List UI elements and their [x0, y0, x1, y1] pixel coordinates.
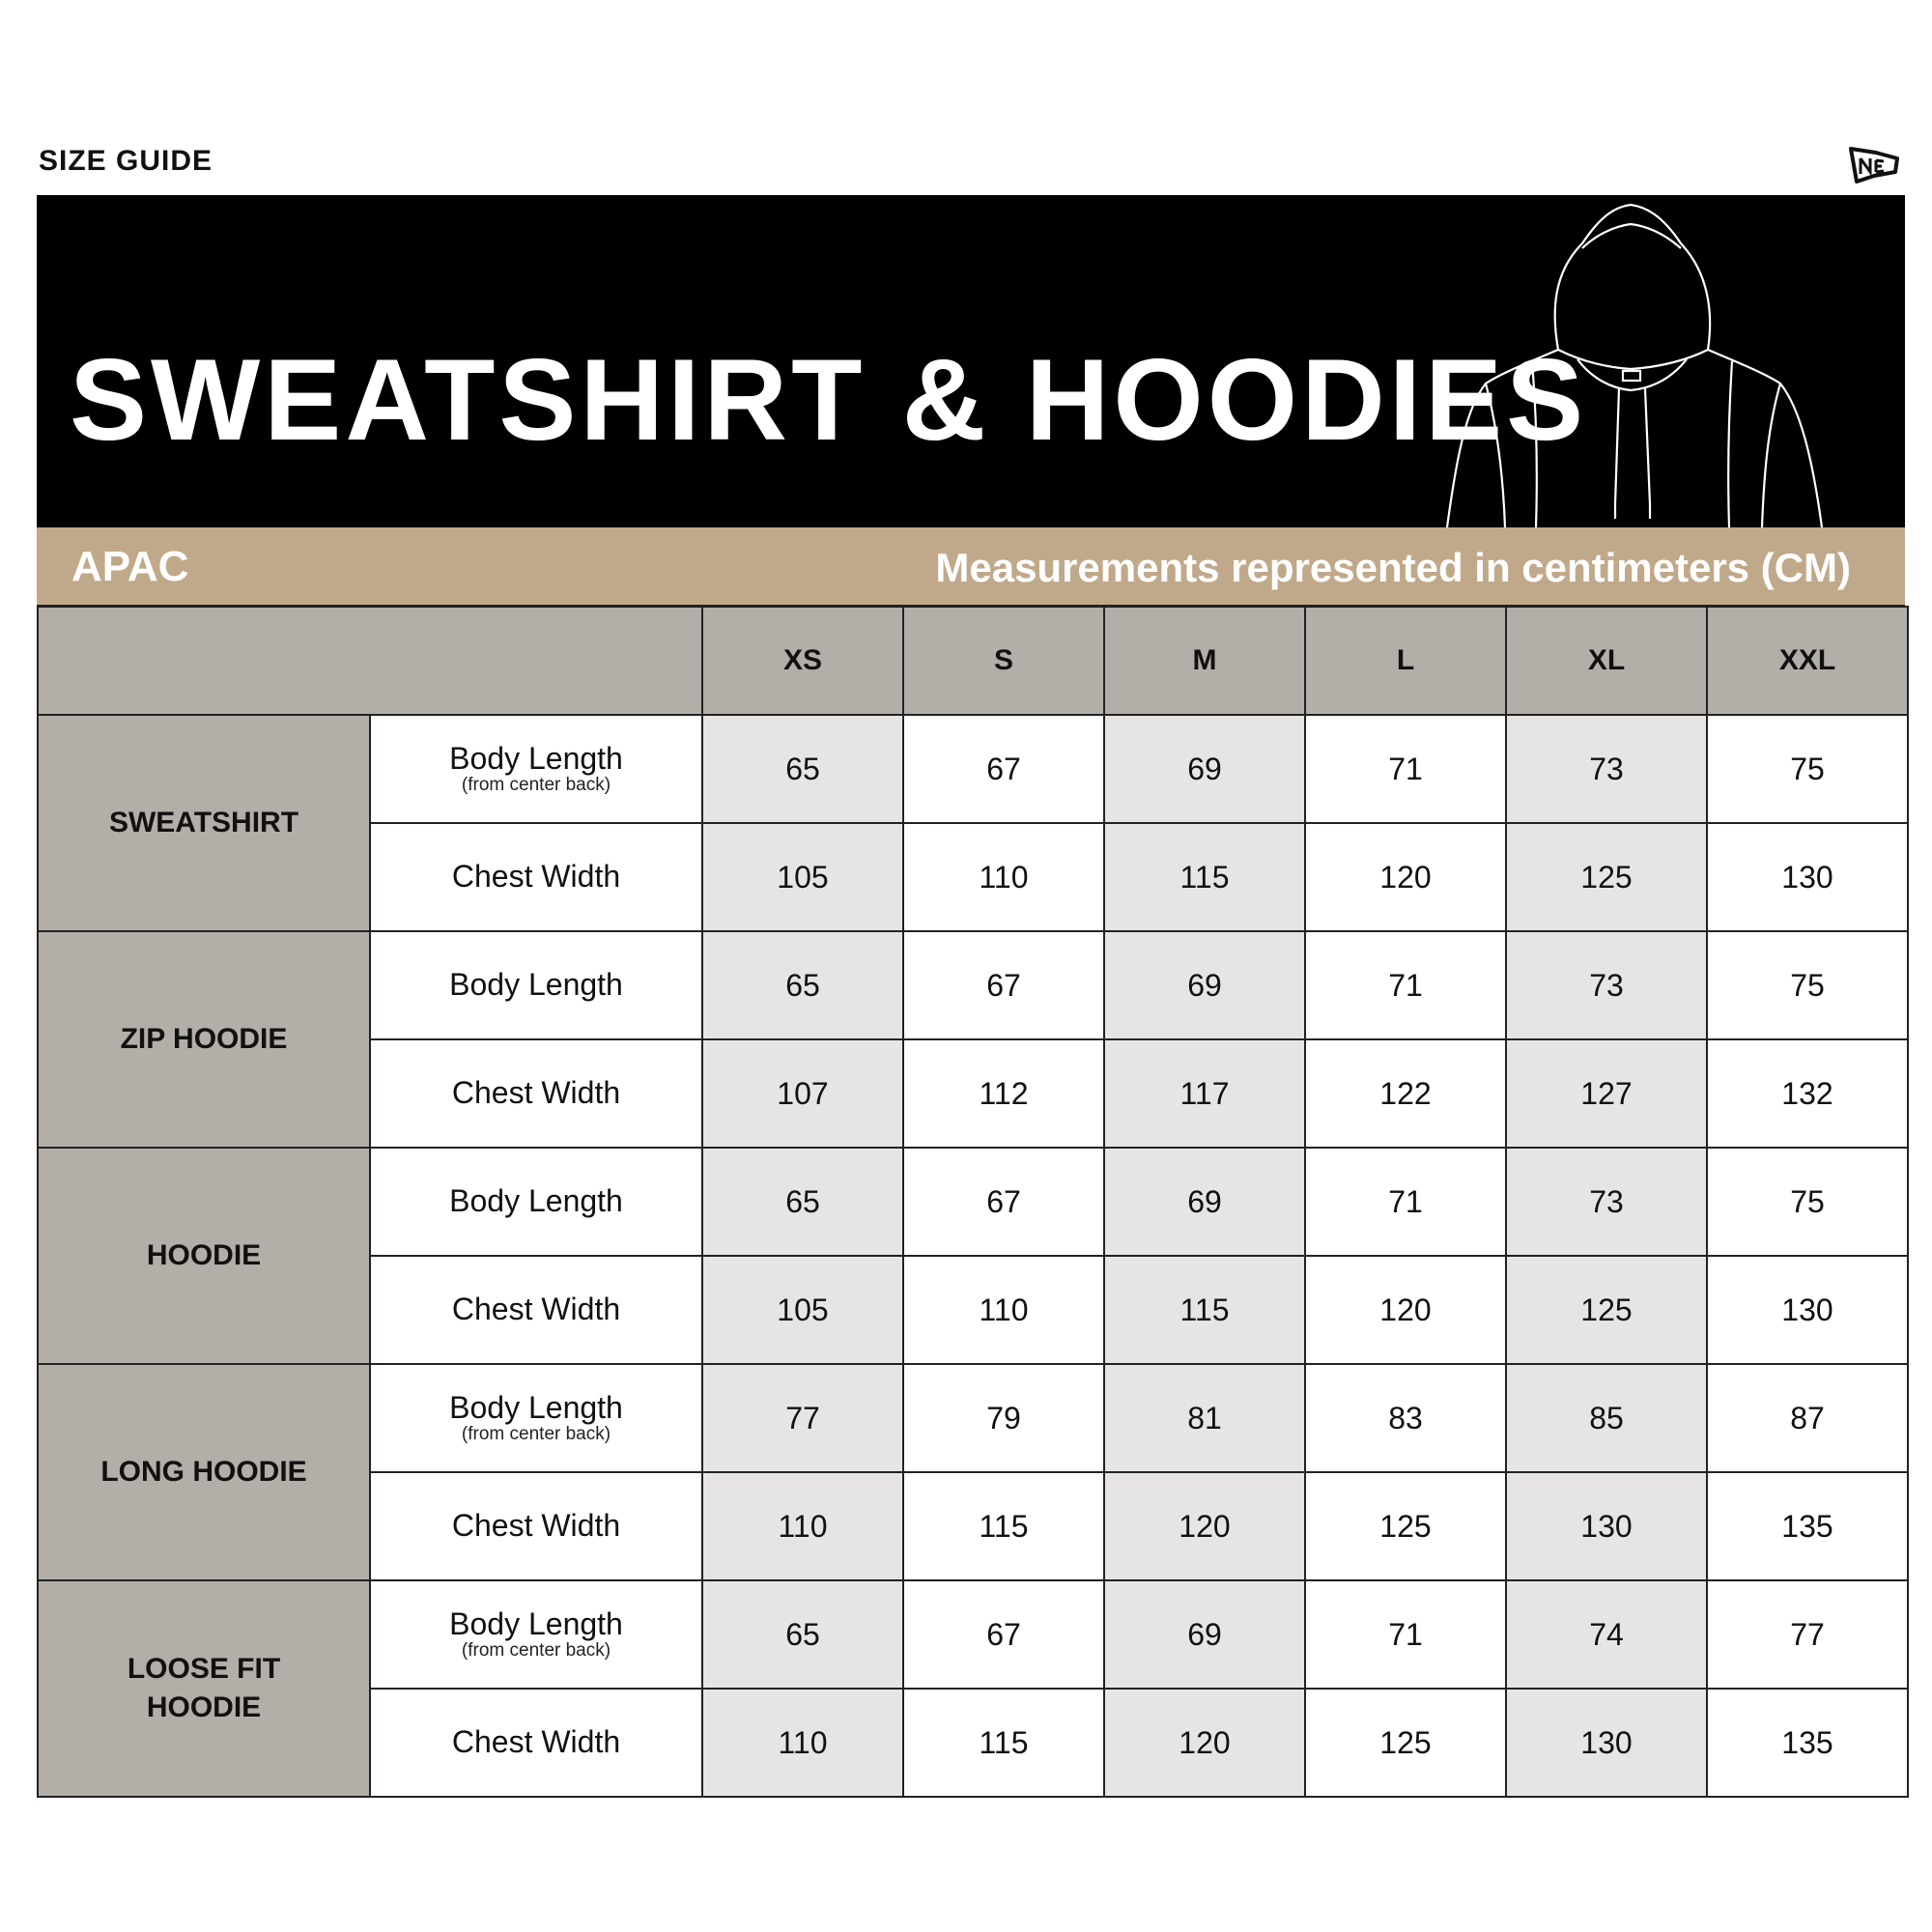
size-value-cell: 69 — [1104, 1580, 1305, 1689]
size-value-cell: 135 — [1707, 1472, 1908, 1580]
size-value-cell: 115 — [1104, 823, 1305, 931]
hoodie-outline-icon — [1408, 195, 1853, 527]
size-value-cell: 67 — [903, 715, 1104, 823]
measurement-note: (from center back) — [461, 1639, 611, 1661]
size-value-cell: 73 — [1506, 931, 1707, 1039]
size-value-cell: 67 — [903, 1148, 1104, 1256]
size-value-cell: 77 — [1707, 1580, 1908, 1689]
size-value-cell: 130 — [1707, 1256, 1908, 1364]
size-value-cell: 135 — [1707, 1689, 1908, 1797]
size-value-cell: 130 — [1707, 823, 1908, 931]
size-value-cell: 73 — [1506, 1148, 1707, 1256]
measurement-label-cell — [370, 1148, 702, 1256]
measurement-note: (from center back) — [461, 1423, 611, 1444]
size-value-cell: 125 — [1506, 1256, 1707, 1364]
size-value-cell: 120 — [1305, 1256, 1506, 1364]
size-value-cell: 69 — [1104, 1148, 1305, 1256]
size-value-cell: 83 — [1305, 1364, 1506, 1472]
region-bar — [37, 527, 1905, 607]
measurement-note: (from center back) — [461, 774, 611, 795]
size-value-cell: 71 — [1305, 931, 1506, 1039]
size-value-cell: 74 — [1506, 1580, 1707, 1689]
measurement-label-cell — [370, 715, 702, 823]
garment-name — [38, 1580, 370, 1797]
size-value-cell: 115 — [903, 1472, 1104, 1580]
measurement-label: Chest Width — [451, 1075, 621, 1111]
size-value-cell: 67 — [903, 1580, 1104, 1689]
measurement-label: Body Length — [449, 967, 623, 1003]
size-value-cell: 71 — [1305, 1580, 1506, 1689]
size-header-xs: XS — [702, 607, 903, 715]
garment-name: HOODIE — [38, 1148, 370, 1364]
new-era-flag-icon — [1847, 143, 1901, 185]
size-value-cell: 77 — [702, 1364, 903, 1472]
units-note: Measurements represented in centimeters (CM) — [935, 545, 1851, 590]
size-value-cell: 110 — [702, 1689, 903, 1797]
measurement-label-cell — [370, 1364, 702, 1472]
size-value-cell: 125 — [1506, 823, 1707, 931]
size-value-cell: 110 — [702, 1472, 903, 1580]
size-value-cell: 71 — [1305, 715, 1506, 823]
size-header-xl: XL — [1506, 607, 1707, 715]
measurement-label-cell — [370, 1472, 702, 1580]
size-value-cell: 115 — [903, 1689, 1104, 1797]
size-value-cell: 105 — [702, 823, 903, 931]
size-value-cell: 75 — [1707, 931, 1908, 1039]
size-value-cell: 120 — [1104, 1472, 1305, 1580]
region-label: APAC — [71, 543, 189, 590]
size-value-cell: 65 — [702, 1580, 903, 1689]
garment-name: ZIP HOODIE — [38, 931, 370, 1148]
size-value-cell: 120 — [1104, 1689, 1305, 1797]
size-value-cell: 65 — [702, 1148, 903, 1256]
size-header-xxl: XXL — [1707, 607, 1908, 715]
header-corner — [38, 607, 702, 715]
garment-name: SWEATSHIRT — [38, 715, 370, 931]
size-header-row — [38, 607, 1908, 715]
size-header-s: S — [903, 607, 1104, 715]
size-value-cell: 130 — [1506, 1689, 1707, 1797]
measurement-label-cell — [370, 1689, 702, 1797]
garment-name-line: LOOSE FIT — [127, 1652, 281, 1685]
measurement-label: Body Length — [449, 1390, 623, 1426]
size-value-cell: 85 — [1506, 1364, 1707, 1472]
table-row — [38, 1364, 1908, 1472]
size-value-cell: 87 — [1707, 1364, 1908, 1472]
size-value-cell: 69 — [1104, 715, 1305, 823]
size-value-cell: 132 — [1707, 1039, 1908, 1148]
size-table-body — [38, 715, 1908, 1797]
garment-name: LONG HOODIE — [38, 1364, 370, 1580]
size-value-cell: 117 — [1104, 1039, 1305, 1148]
measurement-label: Body Length — [449, 741, 623, 777]
size-value-cell: 79 — [903, 1364, 1104, 1472]
measurement-label: Chest Width — [451, 1292, 621, 1327]
measurement-label-cell — [370, 1256, 702, 1364]
size-value-cell: 125 — [1305, 1689, 1506, 1797]
size-header-l: L — [1305, 607, 1506, 715]
size-value-cell: 73 — [1506, 715, 1707, 823]
measurement-label: Chest Width — [451, 859, 621, 895]
size-value-cell: 105 — [702, 1256, 903, 1364]
measurement-label: Body Length — [449, 1183, 623, 1219]
size-value-cell: 110 — [903, 1256, 1104, 1364]
size-value-cell: 107 — [702, 1039, 903, 1148]
page-title: SWEATSHIRT & HOODIES — [70, 335, 1588, 465]
size-value-cell: 75 — [1707, 715, 1908, 823]
size-value-cell: 125 — [1305, 1472, 1506, 1580]
measurement-label: Chest Width — [451, 1724, 621, 1760]
size-value-cell: 71 — [1305, 1148, 1506, 1256]
size-value-cell: 65 — [702, 715, 903, 823]
table-row — [38, 1580, 1908, 1689]
measurement-label-cell — [370, 1039, 702, 1148]
size-guide-label: SIZE GUIDE — [39, 145, 213, 177]
garment-name-line: HOODIE — [146, 1691, 262, 1723]
size-value-cell: 110 — [903, 823, 1104, 931]
size-value-cell: 127 — [1506, 1039, 1707, 1148]
size-table — [37, 606, 1909, 1798]
title-banner — [37, 195, 1905, 527]
size-value-cell: 130 — [1506, 1472, 1707, 1580]
measurement-label-cell — [370, 823, 702, 931]
measurement-label: Body Length — [449, 1606, 623, 1642]
table-row — [38, 1148, 1908, 1256]
table-row — [38, 715, 1908, 823]
size-value-cell: 120 — [1305, 823, 1506, 931]
size-value-cell: 112 — [903, 1039, 1104, 1148]
measurement-label-cell — [370, 1580, 702, 1689]
table-row — [38, 931, 1908, 1039]
size-value-cell: 81 — [1104, 1364, 1305, 1472]
size-value-cell: 122 — [1305, 1039, 1506, 1148]
size-header-m: M — [1104, 607, 1305, 715]
size-value-cell: 69 — [1104, 931, 1305, 1039]
size-value-cell: 65 — [702, 931, 903, 1039]
measurement-label-cell — [370, 931, 702, 1039]
size-value-cell: 115 — [1104, 1256, 1305, 1364]
size-value-cell: 67 — [903, 931, 1104, 1039]
measurement-label: Chest Width — [451, 1508, 621, 1544]
size-value-cell: 75 — [1707, 1148, 1908, 1256]
